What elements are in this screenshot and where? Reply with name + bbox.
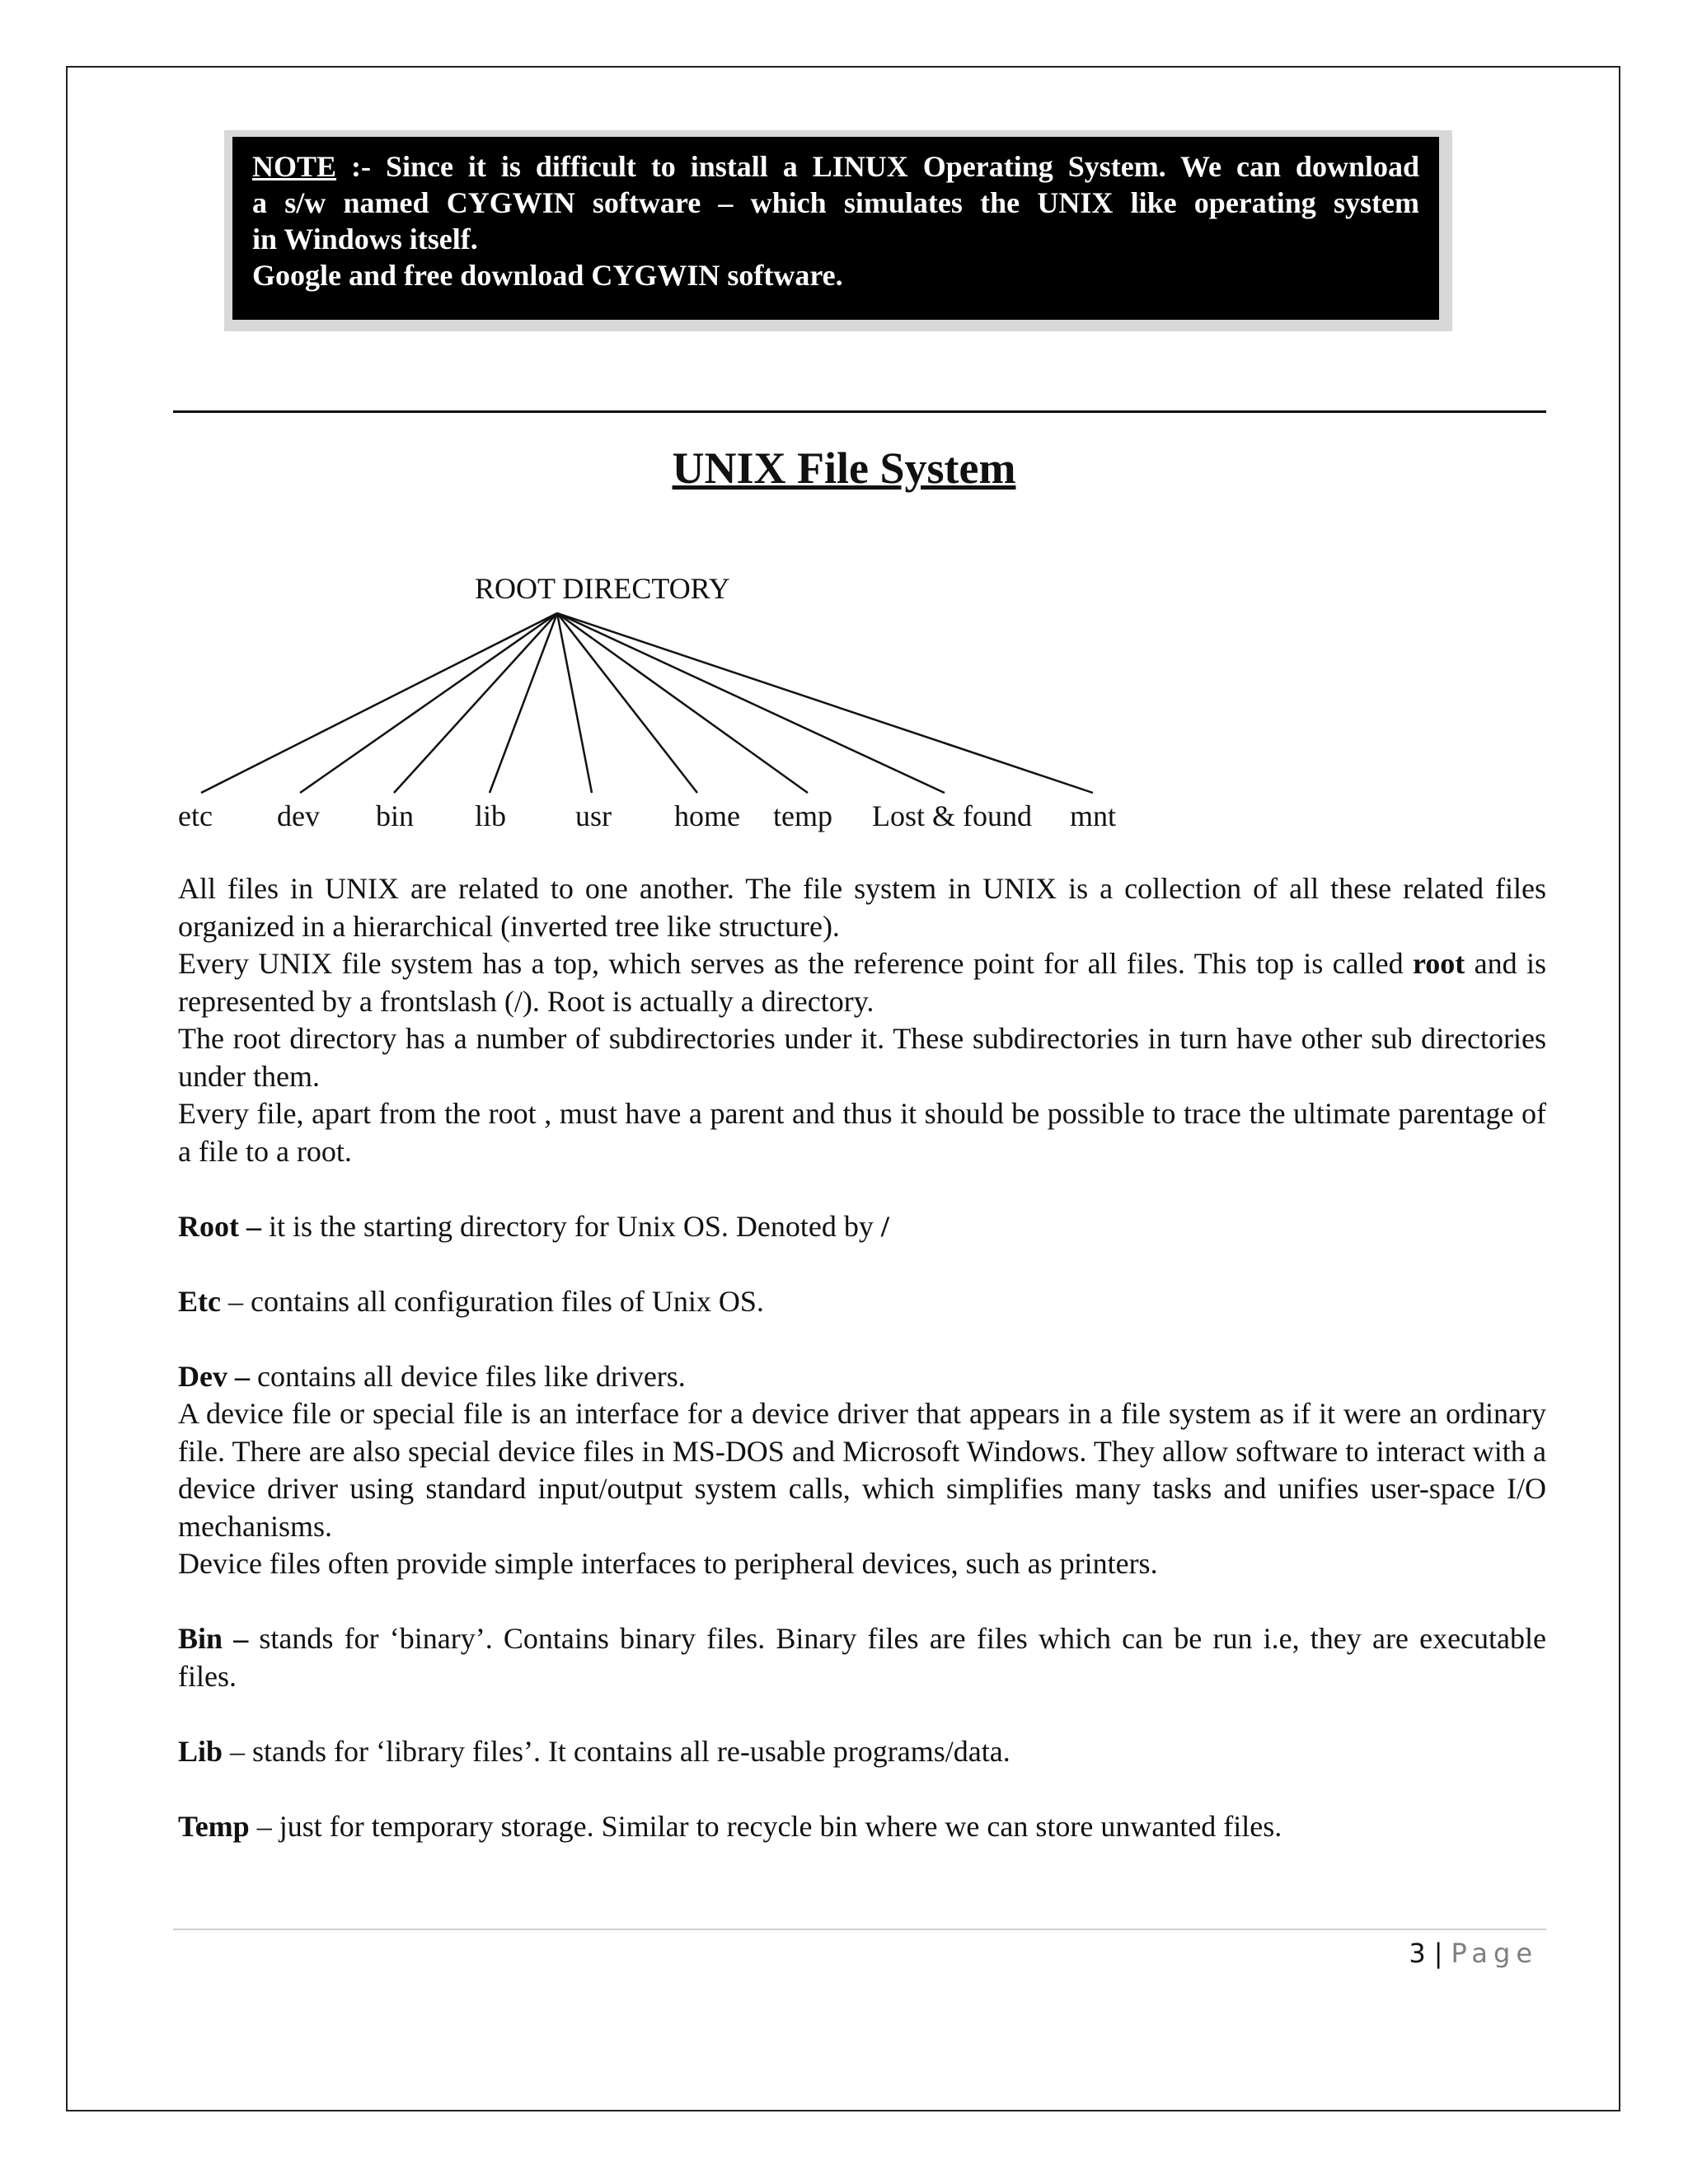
tree-edge-lost-found	[557, 613, 945, 793]
tree-node-temp: temp	[773, 799, 832, 832]
footer-divider	[173, 1929, 1546, 1930]
definition-bin-desc: stands for ‘binary’. Contains binary files. Binary files are files which can be run i.e, they are executable files.	[178, 1622, 1546, 1693]
page-word: Page	[1451, 1938, 1538, 1969]
paragraph-device-file: A device file or special file is an interface for a device driver that appears in a file system as if it were an ordinary file. There are also special device files in MS-DOS and Microsoft Windows. They allow software to interact with a device driver using standard input/output system calls, which simplifies many tasks and unifies user-space I/O mechanisms.	[178, 1397, 1546, 1543]
definition-bin-term: Bin –	[178, 1622, 249, 1655]
definition-dev-term: Dev –	[178, 1359, 250, 1393]
tree-edge-lib	[490, 613, 557, 793]
tree-edge-dev	[300, 613, 557, 793]
definition-temp-desc: – just for temporary storage. Similar to recycle bin where we can store unwanted files.	[249, 1809, 1282, 1843]
tree-node-home: home	[674, 799, 740, 832]
paragraph-subdirectories: The root directory has a number of subdirectories under it. These subdirectories in turn have other sub directories under them.	[178, 1022, 1546, 1093]
paragraph-root-top-text-a: Every UNIX file system has a top, which serves as the reference point for all files. This top is called	[178, 947, 1413, 980]
definition-etc-term: Etc	[178, 1284, 221, 1318]
tree-node-mnt: mnt	[1070, 799, 1117, 832]
note-line-1-text: :- Since it is difficult to install a LINUX Operating System. We can download	[336, 150, 1419, 183]
tree-node-bin: bin	[376, 799, 415, 832]
definition-dev-desc: contains all device files like drivers.	[249, 1359, 686, 1393]
tree-edge-mnt	[557, 613, 1093, 793]
definition-bin	[178, 1620, 1546, 1695]
definition-root-symbol: /	[880, 1209, 889, 1243]
note-line-3: in Windows itself.	[252, 223, 478, 255]
paragraph-root-top	[178, 945, 1546, 1020]
paragraph-root-top-text-b: and is represented by a frontslash (/). Root is actually a directory.	[178, 947, 1546, 1018]
paragraph-device-interfaces: Device files often provide simple interfaces to peripheral devices, such as printers.	[178, 1547, 1158, 1580]
tree-root-label: ROOT DIRECTORY	[475, 572, 730, 605]
tree-edge-temp	[557, 613, 808, 793]
definition-temp-term: Temp	[178, 1809, 250, 1843]
tree-edge-home	[557, 613, 697, 793]
definition-lib	[178, 1733, 1546, 1771]
tree-edge-etc	[201, 613, 557, 793]
definition-dev	[178, 1358, 1546, 1396]
footer-separator: |	[1433, 1938, 1443, 1969]
paragraph-parentage: Every file, apart from the root , must have a parent and thus it should be possible to trace the ultimate parentage of a file to a root.	[178, 1097, 1546, 1168]
definition-lib-term: Lib	[178, 1734, 223, 1768]
tree-node-usr: usr	[575, 799, 612, 832]
page-title: UNIX File System	[672, 443, 1016, 493]
tree-edge-bin	[394, 613, 557, 793]
tree-node-dev: dev	[277, 799, 320, 832]
paragraph-intro: All files in UNIX are related to one another. The file system in UNIX is a collection of all these related files organized in a hierarchical (inverted tree like structure).	[178, 872, 1546, 943]
definition-etc	[178, 1283, 1546, 1321]
tree-node-etc: etc	[178, 799, 213, 832]
definition-root-desc: it is the starting directory for Unix OS. Denoted by	[261, 1209, 881, 1243]
definition-root	[178, 1208, 1546, 1246]
tree-node-lost-found: Lost & found	[872, 799, 1032, 832]
tree-edge-usr	[557, 613, 592, 793]
note-line-4: Google and free download CYGWIN software.	[252, 259, 843, 292]
definition-etc-desc: – contains all configuration files of Unix OS.	[220, 1284, 764, 1318]
definition-root-term: Root –	[178, 1209, 261, 1243]
body-text	[178, 870, 1546, 1845]
tree-node-lib: lib	[475, 799, 507, 832]
page-number: 3	[1409, 1938, 1426, 1969]
note-label: NOTE	[252, 150, 337, 183]
directory-tree-diagram	[0, 0, 1688, 907]
definition-lib-desc: – stands for ‘library files’. It contains all re-usable programs/data.	[223, 1734, 1010, 1768]
page-footer	[1409, 1935, 1538, 1971]
definition-temp	[178, 1808, 1546, 1846]
note-line-2: a s/w named CYGWIN software – which simulates the UNIX like operating system	[252, 186, 1419, 219]
root-keyword: root	[1412, 947, 1465, 980]
